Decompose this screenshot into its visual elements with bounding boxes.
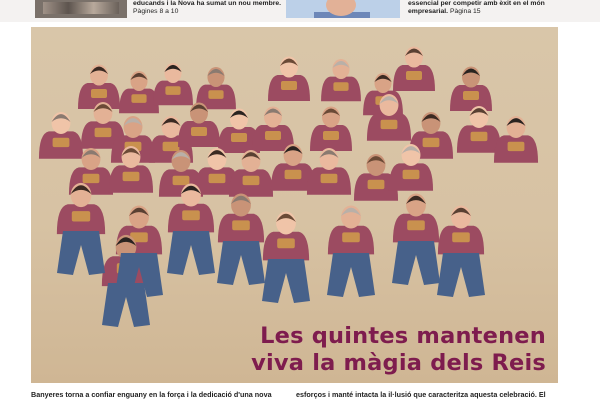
teaser-left[interactable]	[133, 0, 283, 20]
person-legs	[57, 231, 105, 275]
person	[450, 67, 492, 112]
person	[393, 47, 435, 92]
person-legs	[262, 259, 310, 303]
person	[268, 57, 310, 102]
person	[218, 193, 264, 242]
person	[252, 107, 294, 152]
person	[328, 205, 374, 254]
person	[494, 116, 538, 163]
teaser-photo-right	[286, 0, 400, 18]
person	[307, 148, 351, 195]
person-legs	[217, 241, 265, 285]
teaser-left-text: educands i la Nova ha sumat un nou membre.	[133, 0, 282, 7]
headline	[251, 323, 546, 377]
person	[263, 211, 309, 260]
person	[393, 193, 439, 242]
person	[438, 205, 484, 254]
article-text-left: Banyeres torna a confiar enguany en la força i la dedicació d'una nova	[31, 390, 272, 399]
person	[39, 112, 83, 159]
teaser-right-text: essencial per competir amb èxit en el món empresarial.	[408, 0, 545, 15]
person-legs	[327, 253, 375, 297]
person-legs	[437, 253, 485, 297]
teaser-photo-left	[35, 0, 127, 18]
person	[457, 106, 501, 153]
person	[229, 150, 273, 197]
person-legs	[167, 231, 215, 275]
person-legs	[102, 283, 150, 327]
person	[153, 63, 193, 105]
headline-line-2: viva la màgia dels Reis	[251, 350, 546, 376]
person	[196, 67, 236, 109]
teaser-right[interactable]	[408, 0, 568, 20]
person	[321, 59, 361, 101]
person	[78, 65, 120, 110]
person	[310, 107, 352, 152]
teaser-left-page: Pàgines 8 a 10	[133, 8, 179, 15]
teaser-right-page: Pàgina 15	[449, 8, 481, 15]
person	[119, 71, 159, 113]
article-text-right: esforços i manté intacta la il·lusió que caracteritza aquesta celebració. El	[296, 390, 546, 399]
headline-line-1: Les quintes mantenen	[260, 323, 546, 349]
group-photo	[31, 27, 558, 383]
person-legs	[392, 241, 440, 285]
